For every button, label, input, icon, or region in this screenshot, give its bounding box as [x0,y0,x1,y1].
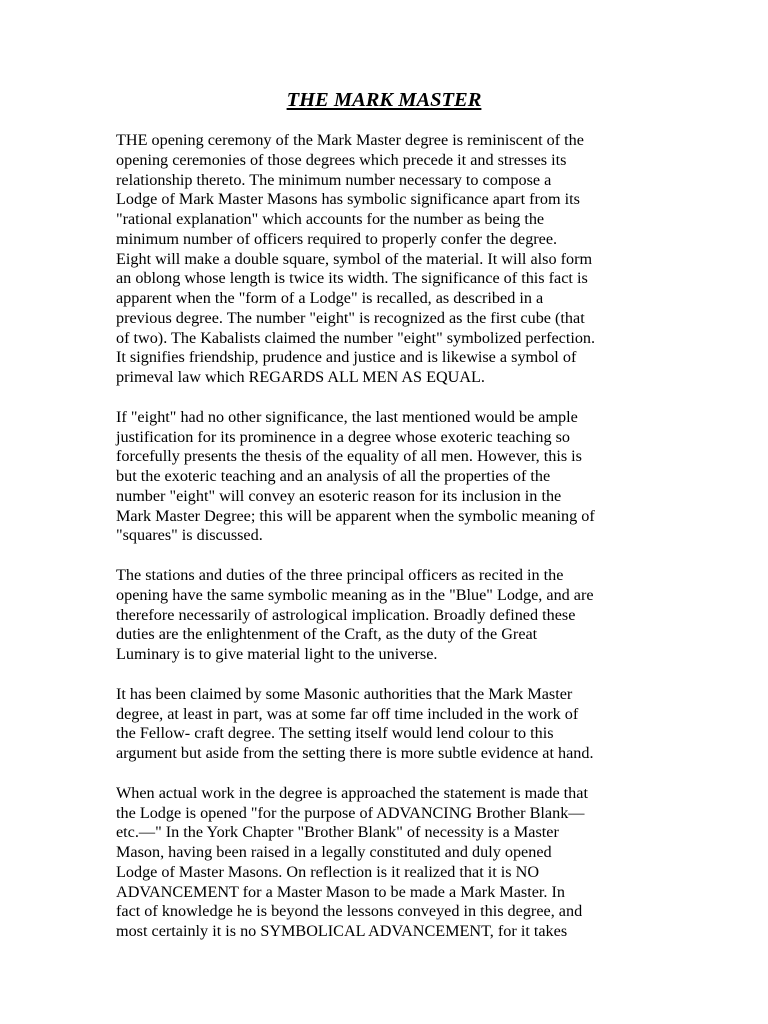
text-line: but the exoteric teaching and an analysis of all the properties of the [116,467,551,485]
paragraph-4 [116,685,656,764]
text-line: number "eight" will convey an esoteric reason for its inclusion in the [116,486,562,505]
document-body [116,131,656,962]
text-line: an oblong whose length is twice its width. The significance of this fact is [116,269,588,288]
text-line: therefore necessarily of astrological implication. Broadly defined these [116,605,576,624]
text-line: argument but aside from the setting there is more subtle evidence at hand. [116,744,594,762]
document-title: THE MARK MASTER [286,89,482,111]
text-line: The stations and duties of the three principal officers as recited in the [116,566,564,584]
text-line: apparent when the "form of a Lodge" is recalled, as described in a [116,289,544,307]
text-line: duties are the enlightenment of the Craft, as the duty of the Great [116,625,538,644]
text-line: the Fellow- craft degree. The setting itself would lend colour to this [116,724,554,743]
text-line: previous degree. The number "eight" is recognized as the first cube (that [116,308,585,327]
text-line: THE opening ceremony of the Mark Master degree is reminiscent of the [116,131,584,149]
text-line: "rational explanation" which accounts for the number as being the [116,210,545,228]
text-line: It has been claimed by some Masonic authorities that the Mark Master [116,684,573,703]
text-line: When actual work in the degree is approached the statement is made that [116,783,588,802]
text-line: etc.—" In the York Chapter "Brother Blank" of necessity is a Master [116,823,559,842]
text-line: Luminary is to give material light to the universe. [116,645,438,663]
text-line: opening ceremonies of those degrees which precede it and stresses its [116,150,567,169]
text-line: of two). The Kabalists claimed the number "eight" symbolized perfection. [116,328,596,347]
paragraph-3 [116,566,656,665]
text-line: minimum number of officers required to properly confer the degree. [116,229,558,248]
text-line: most certainly it is no SYMBOLICAL ADVANCEMENT, for it takes [116,922,568,940]
text-line: Eight will make a double square, symbol of the material. It will also form [116,249,593,268]
text-line: It signifies friendship, prudence and justice and is likewise a symbol of [116,348,577,367]
paragraph-5 [116,784,656,942]
text-line: ADVANCEMENT for a Master Mason to be made a Mark Master. In [116,882,565,901]
text-line: Lodge of Master Masons. On reflection is it realized that it is NO [116,862,540,881]
paragraph-1 [116,131,656,388]
paragraph-2 [116,408,656,546]
text-line: forcefully presents the thesis of the equality of all men. However, this is [116,447,582,466]
text-line: opening have the same symbolic meaning as in the "Blue" Lodge, and are [116,585,594,604]
text-line: fact of knowledge he is beyond the lessons conveyed in this degree, and [116,902,583,921]
text-line: Lodge of Mark Master Masons has symbolic significance apart from its [116,190,580,209]
text-line: justification for its prominence in a degree whose exoteric teaching so [116,427,570,446]
text-line: primeval law which REGARDS ALL MEN AS EQUAL. [116,368,485,386]
text-line: degree, at least in part, was at some far off time included in the work of [116,704,579,723]
text-line: the Lodge is opened "for the purpose of ADVANCING Brother Blank— [116,803,585,822]
text-line: Mason, having been raised in a legally constituted and duly opened [116,843,552,861]
text-line: "squares" is discussed. [116,526,263,545]
text-line: relationship thereto. The minimum number necessary to compose a [116,170,552,189]
text-line: Mark Master Degree; this will be apparent when the symbolic meaning of [116,506,595,525]
text-line: If "eight" had no other significance, the last mentioned would be ample [116,407,578,426]
